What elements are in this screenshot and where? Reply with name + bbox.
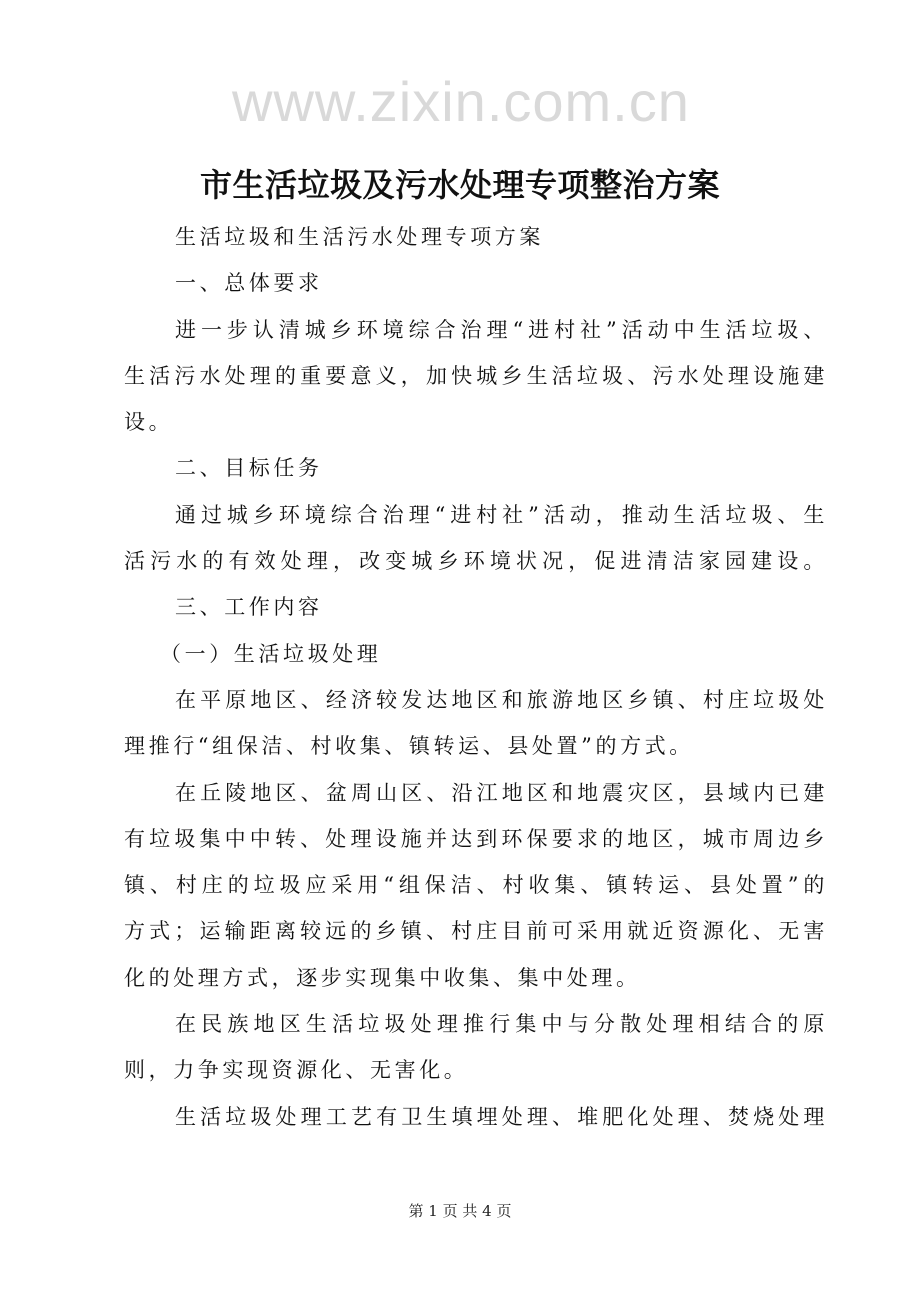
text-line: 设。 (124, 410, 174, 435)
subsection-heading: （一）生活垃圾处理 (160, 641, 382, 666)
document-body (124, 214, 828, 1140)
text-line: 在民族地区生活垃圾处理推行集中与分散处理相结合的原 (175, 1012, 828, 1037)
text-line: 进一步认清城乡环境综合治理“进村社”活动中生活垃圾、 (175, 317, 828, 342)
text-line: 生活垃圾和生活污水处理专项方案 (175, 225, 544, 249)
text-line: 方式；运输距离较远的乡镇、村庄目前可采用就近资源化、无害 (124, 919, 828, 944)
text-line: 在平原地区、经济较发达地区和旅游地区乡镇、村庄垃圾处 (175, 687, 828, 712)
text-line: 镇、村庄的垃圾应采用“组保洁、村收集、镇转运、县处置”的 (124, 873, 828, 898)
text-line: 生活污水处理的重要意义，加快城乡生活垃圾、污水处理设施建 (124, 363, 828, 388)
text-line: 生活垃圾处理工艺有卫生填埋处理、堆肥化处理、焚烧处理 (175, 1104, 828, 1129)
text-line: 化的处理方式，逐步实现集中收集、集中处理。 (124, 965, 641, 990)
text-line: 有垃圾集中中转、处理设施并达到环保要求的地区，城市周边乡 (124, 826, 828, 851)
text-line: 则，力争实现资源化、无害化。 (124, 1058, 469, 1083)
section-heading: 一、总体要求 (175, 271, 323, 296)
section-heading: 二、目标任务 (175, 456, 323, 481)
section-heading: 三、工作内容 (175, 595, 323, 620)
text-line: 活污水的有效处理，改变城乡环境状况，促进清洁家园建设。 (124, 549, 828, 574)
watermark: www.zixin.com.cn (232, 70, 690, 133)
text-line: 理推行“组保洁、村收集、镇转运、县处置”的方式。 (124, 734, 694, 759)
document-title: 市生活垃圾及污水处理专项整治方案 (199, 166, 720, 204)
text-line: 在丘陵地区、盆周山区、沿江地区和地震灾区，县域内已建 (175, 780, 828, 805)
text-line: 通过城乡环境综合治理“进村社”活动，推动生活垃圾、生 (175, 502, 828, 527)
page-footer: 第 1 页 共 4 页 (408, 1202, 512, 1220)
